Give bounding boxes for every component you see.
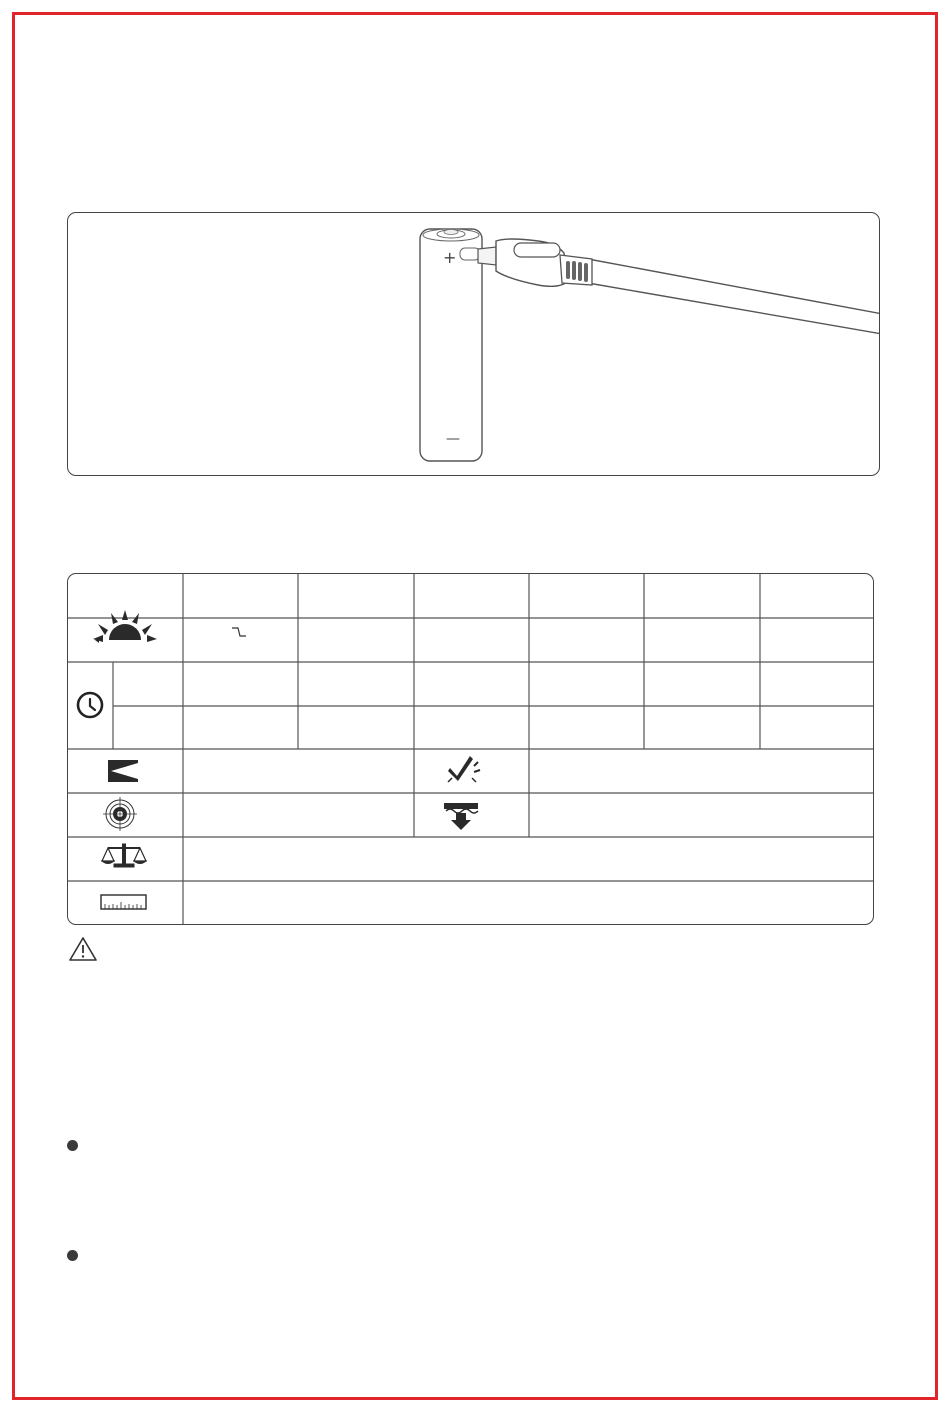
runtime-clock-icon (78, 693, 102, 717)
warning-triangle-icon (68, 936, 98, 962)
spec-table-grid (68, 574, 874, 925)
battery-usb-c-drawing (68, 213, 880, 476)
beam-distance-icon (108, 760, 138, 782)
battery-charging-illustration (67, 212, 880, 476)
spec-table (67, 573, 874, 925)
waterproof-icon (444, 803, 478, 830)
dimensions-ruler-icon (101, 895, 146, 909)
weight-scale-icon (102, 844, 146, 867)
positive-terminal-label: + (443, 248, 457, 267)
impact-resistance-icon (448, 756, 480, 782)
step-down-symbol (232, 628, 246, 636)
negative-terminal-label: — (446, 431, 460, 447)
bullet-point-2 (67, 1250, 78, 1261)
bullet-point-1 (67, 1140, 78, 1151)
intensity-target-icon (103, 797, 137, 831)
brightness-sun-icon (93, 610, 157, 643)
